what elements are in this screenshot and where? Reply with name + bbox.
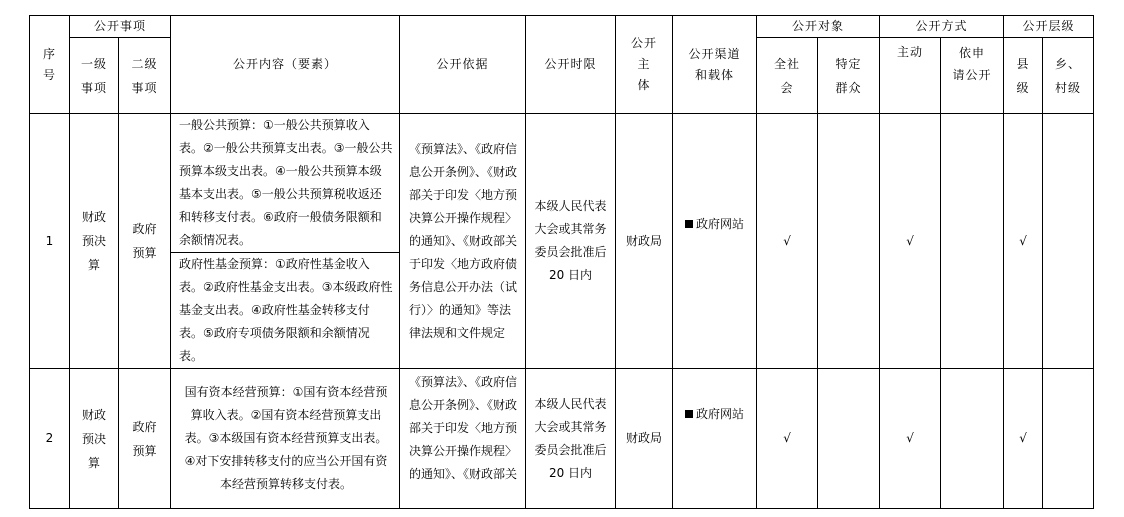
- header-content: 公开内容（要素）: [171, 16, 400, 114]
- row-all-society: √: [757, 114, 818, 369]
- row-county: √: [1004, 369, 1043, 509]
- row-level1: 财政 预决 算: [70, 369, 119, 509]
- row-channel-label: 政府网站: [696, 407, 745, 421]
- header-method: 公开方式: [880, 16, 1004, 38]
- table-row: [30, 114, 1094, 253]
- row-on-request: [941, 114, 1004, 369]
- row-channel: [673, 369, 757, 509]
- row-time: 本级人民代表大会或其常务委员会批准后 20 日内: [526, 114, 616, 369]
- header-public-items: 公开事项: [70, 16, 171, 38]
- header-level2: 二级 事项: [119, 38, 171, 114]
- header-subject: 公开 主 体: [616, 16, 673, 114]
- header-level1: 一级 事项: [70, 38, 119, 114]
- header-all-society: 全社 会: [757, 38, 818, 114]
- row-time: 本级人民代表大会或其常务委员会批准后 20 日内: [526, 369, 616, 509]
- disclosure-table: [29, 15, 1094, 509]
- header-channel: 公开渠道 和载体: [673, 16, 757, 114]
- header-row-1: [30, 16, 1094, 38]
- header-on-request: 依申 请公开: [941, 38, 1004, 114]
- row-level1: 财政 预决 算: [70, 114, 119, 369]
- row-level2: 政府 预算: [119, 114, 171, 369]
- row-subject: 财政局: [616, 369, 673, 509]
- row-active: √: [880, 369, 941, 509]
- row-basis: [400, 369, 526, 509]
- table-row: [30, 369, 1094, 509]
- header-level: 公开层级: [1004, 16, 1094, 38]
- row-level2: 政府 预算: [119, 369, 171, 509]
- square-bullet-icon: [685, 220, 693, 228]
- row-basis: 《预算法》、《政府信息公开条例》、《财政部关于印发〈地方预决算公开操作规程〉的通知》、《财政部关于印发〈地方政府债务信息公开办法（试行）〉的通知》等法律法规和文件规定: [400, 114, 526, 369]
- row-seq: 1: [30, 114, 70, 369]
- header-target: 公开对象: [757, 16, 880, 38]
- row-specific-group: [818, 114, 880, 369]
- header-basis: 公开依据: [400, 16, 526, 114]
- row-county: √: [1004, 114, 1043, 369]
- header-specific-group: 特定 群众: [818, 38, 880, 114]
- row-all-society: √: [757, 369, 818, 509]
- row-basis-text: 《预算法》、《政府信息公开条例》、《财政部关于印发〈地方预决算公开操作规程〉的通知》、《财政部关: [409, 375, 518, 481]
- row-subject: 财政局: [616, 114, 673, 369]
- row-specific-group: [818, 369, 880, 509]
- row-active: √: [880, 114, 941, 369]
- row-channel: [673, 114, 757, 369]
- square-bullet-icon: [685, 410, 693, 418]
- row-township: [1043, 114, 1094, 369]
- header-active: 主动: [880, 38, 941, 114]
- header-time: 公开时限: [526, 16, 616, 114]
- header-seq: 序 号: [30, 16, 70, 114]
- row-seq: 2: [30, 369, 70, 509]
- header-township: 乡、 村级: [1043, 38, 1094, 114]
- row-content-state-capital: 国有资本经营预算：①国有资本经营预算收入表。②国有资本经营预算支出表。③本级国有资本经营预算支出表。 ④对下安排转移支付的应当公开国有资本经营预算转移支付表。: [171, 369, 400, 509]
- row-township: [1043, 369, 1094, 509]
- row-content-fund-budget: 政府性基金预算：①政府性基金收入表。②政府性基金支出表。③本级政府性基金支出表。④政府性基金转移支付表。⑤政府专项债务限额和余额情况表。: [171, 253, 400, 369]
- row-on-request: [941, 369, 1004, 509]
- row-content-general-budget: 一般公共预算：①一般公共预算收入表。②一般公共预算支出表。③一般公共预算本级支出表。④一般公共预算本级基本支出表。⑤一般公共预算税收返还和转移支付表。⑥政府一般债务限额和余额情况表。: [171, 114, 400, 253]
- header-county: 县 级: [1004, 38, 1043, 114]
- row-channel-label: 政府网站: [696, 217, 745, 231]
